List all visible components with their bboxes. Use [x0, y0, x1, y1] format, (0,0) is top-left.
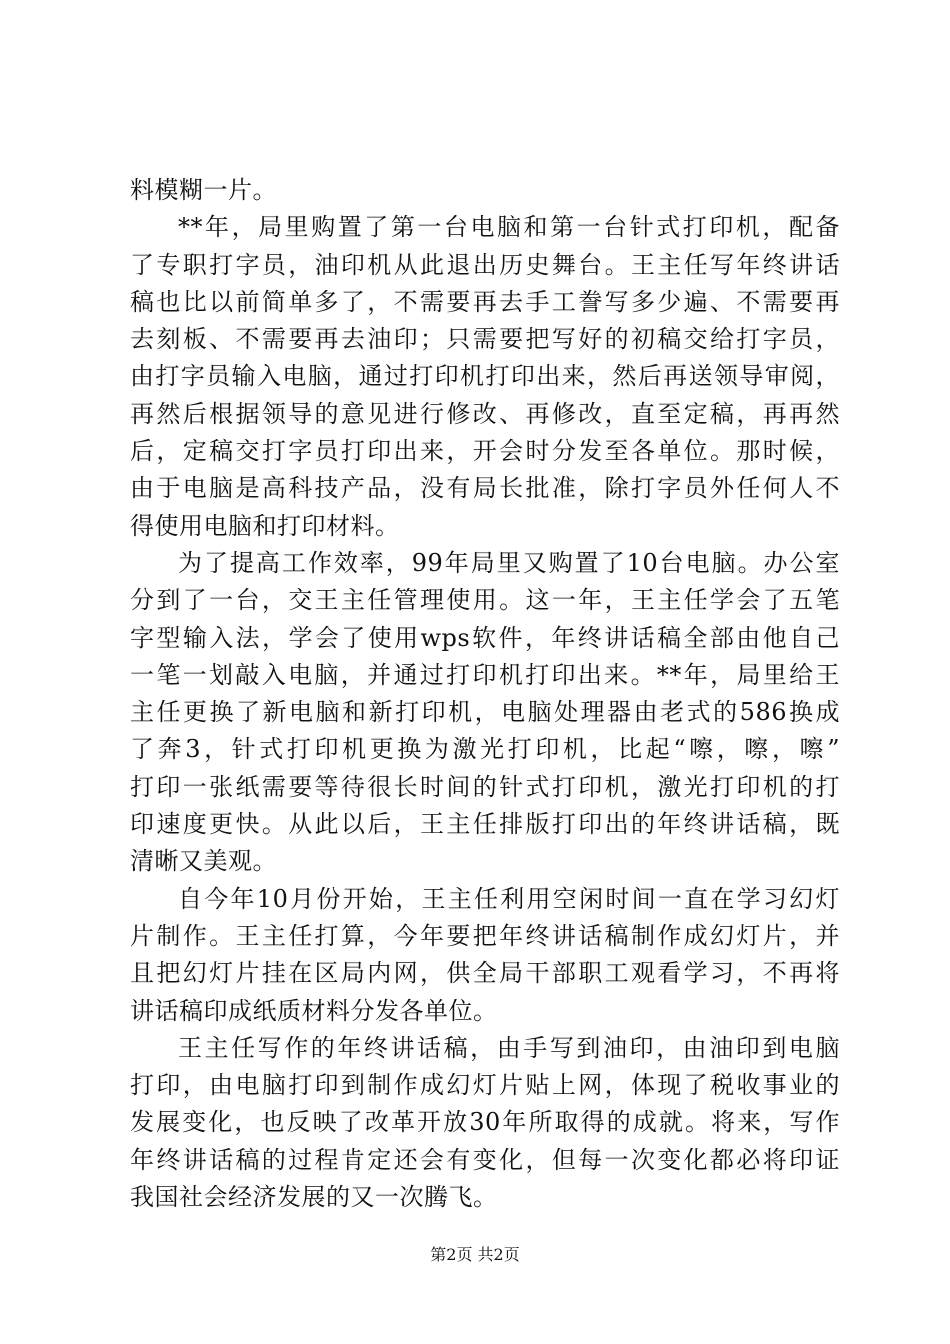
text-line: 字型输入法，学会了使用wps软件，年终讲话稿全部由他自己 — [130, 623, 840, 652]
paragraph — [130, 209, 840, 545]
text-line: 料模糊一片。 — [130, 176, 277, 204]
text-line: 王主任写作的年终讲话稿，由手写到油印，由油印到电脑 — [178, 1033, 840, 1062]
text-line: 讲话稿印成纸质材料分发各单位。 — [130, 996, 498, 1025]
text-line: 主任更换了新电脑和新打印机，电脑处理器由老式的586换成 — [130, 698, 840, 727]
text-line: 了奔3，针式打印机更换为激光打印机，比起“嚓，嚓，嚓” — [130, 735, 840, 764]
text-line: 打印一张纸需要等待很长时间的针式打印机，激光打印机的打 — [130, 772, 840, 801]
text-line: 分到了一台，交王主任管理使用。这一年，王主任学会了五笔 — [130, 586, 840, 615]
text-line: 打印，由电脑打印到制作成幻灯片贴上网，体现了税收事业的 — [130, 1071, 840, 1100]
paragraph — [130, 1030, 840, 1216]
text-line: 且把幻灯片挂在区局内网，供全局干部职工观看学习，不再将 — [130, 959, 840, 988]
paragraph — [130, 545, 840, 881]
text-line: 由打字员输入电脑，通过打印机打印出来，然后再送领导审阅， — [130, 362, 840, 391]
document-body — [130, 172, 840, 1216]
page-footer: 第2页 共2页 — [430, 1245, 520, 1264]
text-line: 自今年10月份开始，王主任利用空闲时间一直在学习幻灯 — [178, 884, 840, 913]
text-line: 再然后根据领导的意见进行修改、再修改，直至定稿，再再然 — [130, 399, 840, 428]
text-line: 为了提高工作效率，99年局里又购置了10台电脑。办公室 — [178, 548, 840, 577]
text-line: 我国社会经济发展的又一次腾飞。 — [130, 1183, 498, 1212]
text-line: 年终讲话稿的过程肯定还会有变化，但每一次变化都必将印证 — [130, 1145, 840, 1174]
text-line: 清晰又美观。 — [130, 847, 277, 876]
text-line: 去刻板、不需要再去油印；只需要把写好的初稿交给打字员， — [130, 325, 840, 354]
paragraph — [130, 881, 840, 1030]
text-line: 一笔一划敲入电脑，并通过打印机打印出来。**年，局里给王 — [130, 660, 840, 689]
text-line: 由于电脑是高科技产品，没有局长批准，除打字员外任何人不 — [130, 474, 840, 503]
text-line: 后，定稿交打字员打印出来，开会时分发至各单位。那时候， — [130, 437, 840, 466]
text-line: 发展变化，也反映了改革开放30年所取得的成就。将来，写作 — [130, 1108, 840, 1137]
text-line: 稿也比以前简单多了，不需要再去手工誊写多少遍、不需要再 — [130, 287, 840, 316]
text-line: 片制作。王主任打算，今年要把年终讲话稿制作成幻灯片，并 — [130, 921, 840, 950]
text-line: 印速度更快。从此以后，王主任排版打印出的年终讲话稿，既 — [130, 810, 840, 839]
text-line: 了专职打字员，油印机从此退出历史舞台。王主任写年终讲话 — [130, 250, 840, 279]
paragraph — [130, 172, 840, 209]
text-line: **年，局里购置了第一台电脑和第一台针式打印机，配备 — [178, 213, 840, 242]
text-line: 得使用电脑和打印材料。 — [130, 511, 400, 540]
